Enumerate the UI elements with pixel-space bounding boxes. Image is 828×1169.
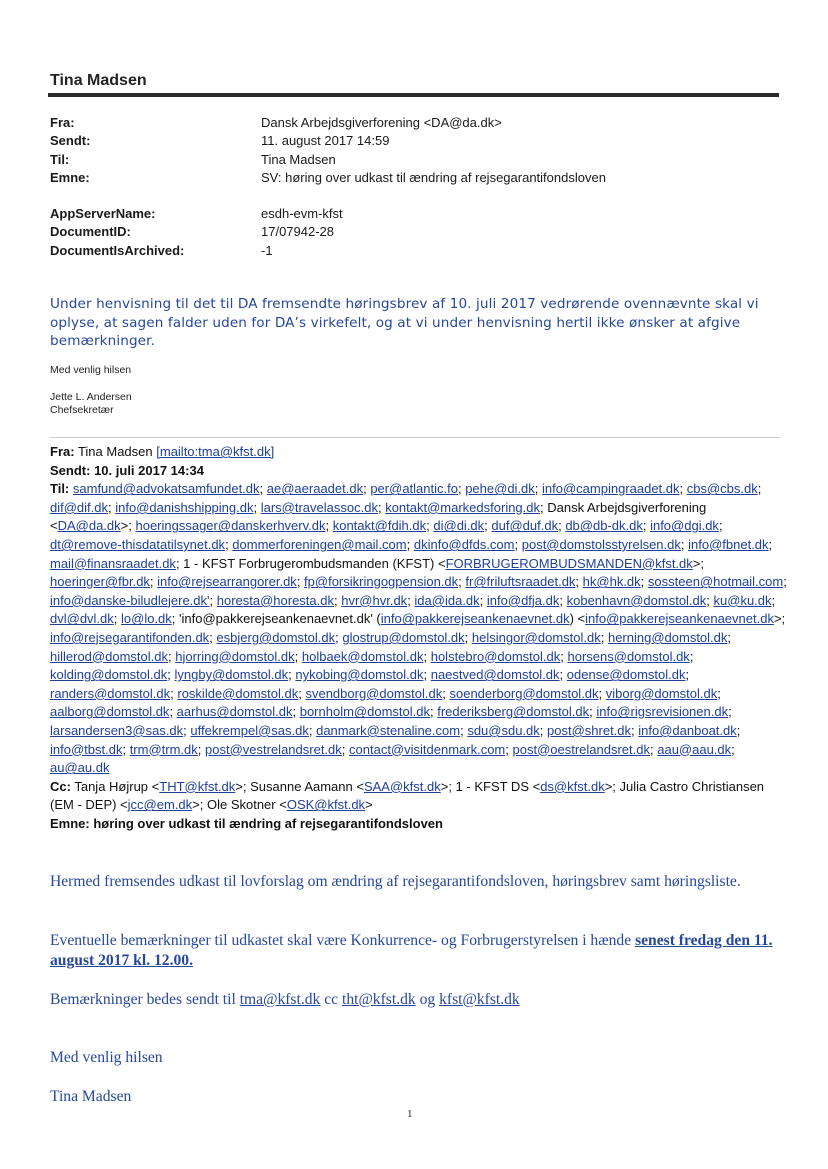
separator-text: ; xyxy=(589,704,597,720)
fwd-cc-list xyxy=(50,779,764,813)
separator-text: ; xyxy=(296,574,305,590)
email-address-link[interactable]: hvr@hvr.dk xyxy=(341,592,408,608)
email-link-tma[interactable]: tma@kfst.dk xyxy=(239,991,321,1008)
separator-text: ; xyxy=(407,592,415,608)
header-key: Sendt: xyxy=(50,133,91,149)
fwd-sent-value: 10. juli 2017 14:34 xyxy=(94,462,204,478)
email-address-link[interactable]: db@db-dk.dk xyxy=(565,518,643,534)
separator-text: ; xyxy=(650,741,658,757)
email-address-link[interactable]: kontakt@fdih.dk xyxy=(332,518,427,534)
fwd-to-label: Til: xyxy=(50,481,70,497)
separator-text: ; xyxy=(727,629,732,645)
separator-text: ; xyxy=(442,685,450,701)
deadline-text: senest fredag den 11. august 2017 kl. 12.00. xyxy=(50,932,773,969)
email-address-link[interactable]: dommerforeningen@mail.com xyxy=(232,536,407,552)
separator-text: ; xyxy=(771,592,776,608)
email-address-link[interactable]: pehe@di.dk xyxy=(465,481,535,497)
separator-text: ; xyxy=(183,722,191,738)
header-key: Til: xyxy=(50,151,70,167)
separator-text: ; xyxy=(149,574,158,590)
separator-text: ; xyxy=(406,536,414,552)
separator-text: ; xyxy=(294,648,302,664)
email-address-link[interactable]: post@vestrelandsret.dk xyxy=(205,741,342,757)
email-address-link[interactable]: SAA@kfst.dk xyxy=(363,778,441,794)
email-address-link[interactable]: naestved@domstol.dk xyxy=(430,667,560,683)
email-address-link[interactable]: ida@ida.dk xyxy=(414,592,480,608)
fwd-subject-value: høring over udkast til ændring af rejsegarantifondsloven xyxy=(93,815,443,831)
fwd-subject-label: Emne: xyxy=(50,815,90,831)
email-address-link[interactable]: aalborg@domstol.dk xyxy=(50,704,170,720)
meta-value: 17/07942-28 xyxy=(261,224,335,240)
separator-text: > xyxy=(365,797,373,813)
og-word: og xyxy=(415,991,440,1008)
separator-text: ; xyxy=(298,685,306,701)
email-address-link[interactable]: FORBRUGEROMBUDSMANDEN@kfst.dk xyxy=(445,555,693,571)
separator-text: ; xyxy=(631,722,639,738)
separator-text: >; xyxy=(773,611,786,627)
header-value: SV: høring over udkast til ændring af rejsegarantifondsloven xyxy=(261,169,606,185)
separator-text: ; xyxy=(325,518,333,534)
separator-text: ; 1 - KFST Forbrugerombudsmanden (KFST) < xyxy=(175,555,446,571)
separator-text: ; xyxy=(560,648,568,664)
separator-text: ; xyxy=(377,499,386,515)
separator-text: ; xyxy=(259,481,267,497)
email-address-link[interactable]: hillerod@domstol.dk xyxy=(50,648,168,664)
email-address-link[interactable]: holstebro@domstol.dk xyxy=(430,648,561,664)
email-address-link[interactable]: helsingor@domstol.dk xyxy=(471,629,601,645)
separator-text: ; xyxy=(457,481,466,497)
reply-body: Under henvisning til det til DA fremsendte høringsbrev af 10. juli 2017 vedrørende ovennævnte skal vi oplyse, at sagen falder uden for DA’s virkefelt, og at vi under henvisning hertil ikke ønsker at afgive bemærkninger. xyxy=(50,296,759,349)
separator-text: ; xyxy=(209,592,217,608)
reply-greeting: Med venlig hilsen xyxy=(50,364,132,376)
email-address-link[interactable]: info@pakkerejseankenaevnet.dk xyxy=(380,611,570,627)
meta-key: DocumentIsArchived: xyxy=(50,242,185,258)
separator-text: ; xyxy=(292,704,300,720)
fwd-sent-label: Sendt: xyxy=(50,462,91,478)
separator-text: ; xyxy=(718,518,723,534)
email-address-link[interactable]: jcc@em.dk xyxy=(127,797,193,813)
fwd-to-line xyxy=(50,480,790,778)
email-address-link[interactable]: di@di.dk xyxy=(433,518,485,534)
email-address-link[interactable]: lyngby@domstol.dk xyxy=(174,667,289,683)
email-address-link[interactable]: post@domstolsstyrelsen.dk xyxy=(521,536,681,552)
separator-text: ; xyxy=(460,722,468,738)
owner-name: Tina Madsen xyxy=(50,72,147,89)
separator-text: ; xyxy=(575,574,583,590)
separator-text: Tanja Højrup < xyxy=(74,778,160,794)
email-address-link[interactable]: info@tbst.dk xyxy=(50,741,123,757)
email-address-link[interactable]: cbs@cbs.dk xyxy=(686,481,758,497)
fwd-from-label: Fra: xyxy=(50,444,75,459)
separator-text: ; xyxy=(458,574,466,590)
email-address-link[interactable]: sdu@sdu.dk xyxy=(467,722,540,738)
separator-text: ; xyxy=(197,741,206,757)
meta-value: esdh-evm-kfst xyxy=(261,206,343,221)
separator-text: ; xyxy=(689,648,694,664)
fwd-sent-line xyxy=(50,462,790,481)
message-para-2 xyxy=(50,931,785,970)
separator-text: ; xyxy=(558,518,566,534)
email-address-link[interactable]: svendborg@domstol.dk xyxy=(305,685,443,701)
email-address-link[interactable]: hoeringssager@danskerhverv.dk xyxy=(135,518,326,534)
message-para-3 xyxy=(50,990,785,1010)
reply-signer-name: Jette L. Andersen xyxy=(50,391,132,403)
meta-key: AppServerName: xyxy=(50,206,156,221)
separator-text: >; 1 - KFST DS < xyxy=(440,778,541,794)
separator-text: ; xyxy=(685,667,690,683)
email-address-link[interactable]: trm@trm.dk xyxy=(129,741,198,757)
separator-text: ; xyxy=(225,536,233,552)
separator-text: ; xyxy=(640,574,648,590)
separator-text: ; xyxy=(423,648,431,664)
separator-text: ; xyxy=(253,499,261,515)
separator-text: >; xyxy=(692,555,704,571)
reply-signer-title: Chefsekretær xyxy=(50,404,114,416)
email-link-kfst[interactable]: kfst@kfst.dk xyxy=(439,991,520,1008)
email-address-link[interactable]: samfund@advokatsamfundet.dk xyxy=(72,481,260,497)
separator-text: ; xyxy=(334,592,342,608)
email-address-link[interactable]: info@rigsrevisionen.dk xyxy=(596,704,729,720)
separator-text: ; xyxy=(170,685,178,701)
fwd-cc-line xyxy=(50,778,790,815)
email-address-link[interactable]: mail@finansraadet.dk xyxy=(50,555,176,571)
message-greeting: Med venlig hilsen xyxy=(50,1049,163,1066)
fwd-from-line xyxy=(50,443,790,462)
separator-text: ; xyxy=(363,481,371,497)
email-address-link[interactable]: frederiksberg@domstol.dk xyxy=(437,704,590,720)
email-address-link[interactable]: glostrup@domstol.dk xyxy=(342,629,465,645)
email-address-link[interactable]: kontakt@markedsforing.dk xyxy=(385,499,541,515)
email-address-link[interactable]: info@rejsegarantifonden.dk xyxy=(50,629,210,645)
header-key: Emne: xyxy=(50,169,90,185)
email-address-link[interactable]: odense@domstol.dk xyxy=(566,667,686,683)
email-address-link[interactable]: DA@da.dk xyxy=(57,518,121,534)
separator-text: ; xyxy=(757,481,762,497)
separator-text: ; xyxy=(505,741,513,757)
fwd-from-name: Tina Madsen xyxy=(77,444,153,459)
separator-text: ; xyxy=(706,592,714,608)
email-address-link[interactable]: fp@forsikringogpension.dk xyxy=(304,574,459,590)
email-address-link[interactable]: info@fbnet.dk xyxy=(688,536,769,552)
header-rule xyxy=(48,93,779,97)
email-address-link[interactable]: hoeringer@fbr.dk xyxy=(50,574,150,590)
email-address-link[interactable]: dif@dif.dk xyxy=(50,499,108,515)
separator-text: >; Ole Skotner < xyxy=(192,797,287,813)
separator-text: ; xyxy=(335,629,343,645)
email-address-link[interactable]: OSK@kfst.dk xyxy=(286,797,366,813)
email-address-link[interactable]: post@shret.dk xyxy=(547,722,632,738)
header-value: Tina Madsen xyxy=(261,151,336,167)
separator-text: ; xyxy=(464,629,472,645)
separator-text: ; xyxy=(308,722,317,738)
email-address-link[interactable]: info@danishshipping.dk xyxy=(115,499,254,515)
email-address-link[interactable]: ae@aeraadet.dk xyxy=(266,481,364,497)
separator-text: ; xyxy=(717,685,721,701)
separator-text: ; xyxy=(559,592,567,608)
separator-text: ; xyxy=(728,704,732,720)
email-address-link[interactable]: THT@kfst.dk xyxy=(159,778,236,794)
email-address-link[interactable]: soenderborg@domstol.dk xyxy=(449,685,599,701)
header-key: Fra: xyxy=(50,115,75,130)
separator-text: ; xyxy=(288,667,296,683)
separator-text: ) < xyxy=(569,611,586,627)
email-address-link[interactable]: lo@lo.dk xyxy=(121,611,172,627)
separator-text: ; xyxy=(559,667,567,683)
email-address-link[interactable]: dvl@dvl.dk xyxy=(50,611,114,627)
email-address-link[interactable]: info@campingraadet.dk xyxy=(542,481,680,497)
page-number: 1 xyxy=(407,1108,413,1120)
email-address-link[interactable]: hjorring@domstol.dk xyxy=(175,648,295,664)
cc-word: cc xyxy=(320,991,342,1008)
separator-text: ; 'info@pakkerejseankenaevnet.dk' ( xyxy=(171,611,381,627)
email-address-link[interactable]: lars@travelassoc.dk xyxy=(260,499,378,515)
email-address-link[interactable]: hk@hk.dk xyxy=(582,574,641,590)
separator-text: ; xyxy=(534,481,543,497)
separator-text: ; xyxy=(768,536,773,552)
separator-text: >; xyxy=(120,518,136,534)
email-address-link[interactable]: viborg@domstol.dk xyxy=(605,685,718,701)
separator-text: ; xyxy=(423,667,431,683)
email-address-link[interactable]: uffekrempel@sas.dk xyxy=(190,722,309,738)
email-address-link[interactable]: info@dgi.dk xyxy=(650,518,719,534)
email-address-link[interactable]: esbjerg@domstol.dk xyxy=(216,629,336,645)
para2-text: Eventuelle bemærkninger til udkastet skal være Konkurrence- og Forbrugerstyrelsen i hænde xyxy=(50,932,636,949)
email-address-link[interactable]: au@au.dk xyxy=(50,760,110,776)
email-address-link[interactable]: bornholm@domstol.dk xyxy=(299,704,430,720)
separator-text: ; xyxy=(783,574,787,590)
forwarded-header xyxy=(50,443,790,833)
email-address-link[interactable]: danmark@stenaline.com xyxy=(316,722,461,738)
email-address-link[interactable]: holbaek@domstol.dk xyxy=(301,648,424,664)
separator-text: ; xyxy=(679,481,687,497)
email-address-link[interactable]: kobenhavn@domstol.dk xyxy=(566,592,707,608)
email-address-link[interactable]: post@oestrelandsret.dk xyxy=(512,741,650,757)
separator-text: ; xyxy=(341,741,350,757)
separator-text: ; xyxy=(167,648,176,664)
email-address-link[interactable]: horesta@horesta.dk xyxy=(216,592,334,608)
message-signature: Tina Madsen xyxy=(50,1088,132,1105)
email-address-link[interactable]: aarhus@domstol.dk xyxy=(176,704,293,720)
email-address-link[interactable]: ds@kfst.dk xyxy=(540,778,605,794)
email-address-link[interactable]: kolding@domstol.dk xyxy=(50,667,168,683)
separator-text: >; Julia Castro Christiansen (EM - DEP) < xyxy=(50,778,765,813)
separator-text: ; xyxy=(731,741,735,757)
fwd-cc-label: Cc: xyxy=(50,778,71,794)
email-address-link[interactable]: dkinfo@dfds.com xyxy=(413,536,515,552)
email-address-link[interactable]: fr@friluftsraadet.dk xyxy=(465,574,576,590)
email-address-link[interactable]: herning@domstol.dk xyxy=(607,629,728,645)
separator-text: ; xyxy=(169,704,177,720)
separator-text: ; xyxy=(598,685,606,701)
separator-text: ; xyxy=(426,518,434,534)
email-address-link[interactable]: ku@ku.dk xyxy=(713,592,772,608)
separator-text: ; xyxy=(429,704,438,720)
email-address-link[interactable]: info@dfja.dk xyxy=(486,592,560,608)
fwd-subject-line xyxy=(50,815,790,834)
email-address-link[interactable]: randers@domstol.dk xyxy=(50,685,171,701)
fwd-from-mailto-link[interactable]: [mailto:tma@kfst.dk] xyxy=(156,444,275,459)
separator-text: ; xyxy=(122,741,130,757)
email-address-link[interactable]: info@danske-biludlejere.dk' xyxy=(50,592,210,608)
email-address-link[interactable]: dt@remove-thisdatatilsynet.dk xyxy=(50,536,226,552)
email-address-link[interactable]: info@danboat.dk xyxy=(638,722,737,738)
email-address-link[interactable]: roskilde@domstol.dk xyxy=(177,685,299,701)
email-address-link[interactable]: larsandersen3@sas.dk xyxy=(50,722,184,738)
quote-divider xyxy=(50,437,780,438)
para3-text: Bemærkninger bedes sendt til xyxy=(50,991,240,1008)
email-address-link[interactable]: horsens@domstol.dk xyxy=(567,648,690,664)
email-address-link[interactable]: duf@duf.dk xyxy=(491,518,559,534)
email-address-link[interactable]: info@pakkerejseankenaevnet.dk xyxy=(585,611,774,627)
header-value: 11. august 2017 14:59 xyxy=(261,133,390,149)
fwd-recipient-list xyxy=(50,481,787,775)
header-value: Dansk Arbejdsgiverforening <DA@da.dk> xyxy=(261,115,502,130)
separator-text: ; xyxy=(514,536,522,552)
message-para-1: Hermed fremsendes udkast til lovforslag om ændring af rejsegarantifondsloven, høringsbrev samt høringsliste. xyxy=(50,873,741,890)
separator-text: ; xyxy=(539,722,548,738)
separator-text: ; xyxy=(600,629,608,645)
separator-text: ; xyxy=(113,611,122,627)
email-address-link[interactable]: per@atlantic.fo xyxy=(370,481,458,497)
separator-text: ; xyxy=(209,629,217,645)
separator-text: ; xyxy=(736,722,741,738)
email-address-link[interactable]: contact@visitdenmark.com xyxy=(349,741,506,757)
email-address-link[interactable]: sossteen@hotmail.com xyxy=(647,574,784,590)
separator-text: ; xyxy=(167,667,175,683)
email-address-link[interactable]: info@rejsearrangorer.dk xyxy=(157,574,297,590)
email-link-tht[interactable]: tht@kfst.dk xyxy=(341,991,416,1008)
email-address-link[interactable]: nykobing@domstol.dk xyxy=(295,667,424,683)
separator-text: >; Susanne Aamann < xyxy=(235,778,364,794)
separator-text: ; xyxy=(642,518,651,534)
meta-value: -1 xyxy=(261,242,273,258)
separator-text: ; Dansk Arbejdsgiverforening < xyxy=(50,499,707,534)
separator-text: ; xyxy=(108,499,116,515)
separator-text: ; xyxy=(680,536,689,552)
separator-text: ; xyxy=(479,592,487,608)
email-address-link[interactable]: aau@aau.dk xyxy=(657,741,732,757)
meta-key: DocumentID: xyxy=(50,224,131,240)
separator-text: ; xyxy=(484,518,492,534)
